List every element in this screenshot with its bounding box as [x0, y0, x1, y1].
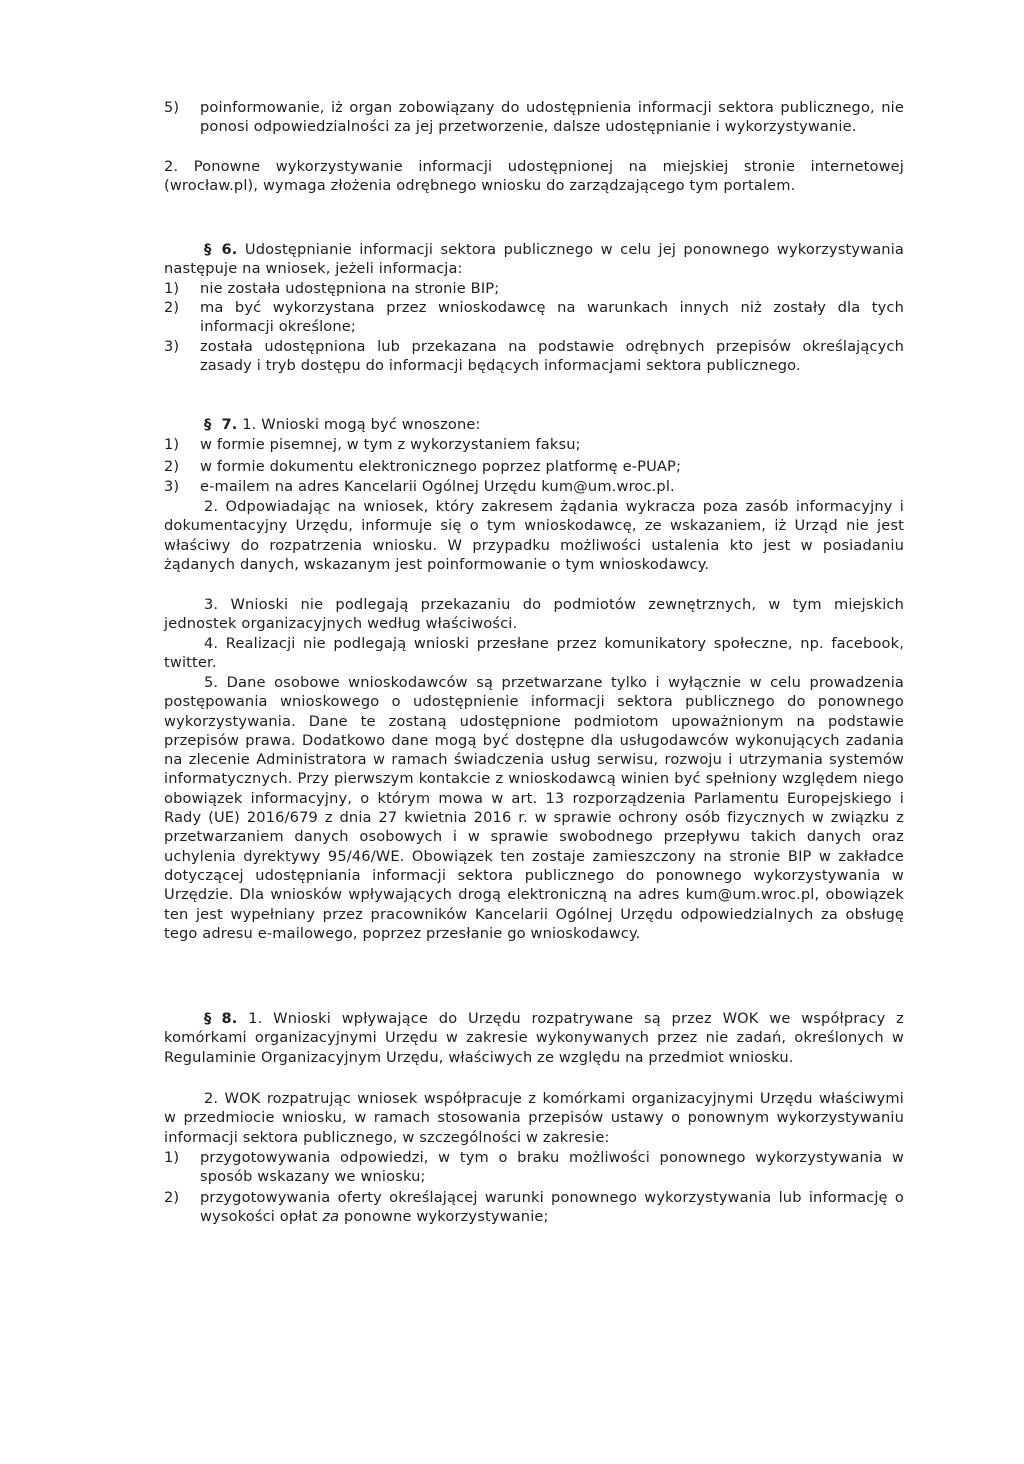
list-item [164, 457, 904, 476]
item-number: 1) [164, 436, 180, 453]
item-number: 2) [164, 299, 180, 316]
item-number: 3) [164, 478, 180, 495]
paragraph: 3. Wnioski nie podlegają przekazaniu do podmiotów zewnętrznych, w tym miejskich jednostek organizacyjnych według właściwości. [164, 596, 904, 633]
list-item [164, 298, 904, 337]
list-item [164, 98, 904, 137]
item-number: 3) [164, 338, 180, 355]
section-number: § 7. [204, 416, 238, 433]
section-point-1: 1. Wnioski mogą być wnoszone: [242, 416, 481, 433]
item-text: przygotowywania odpowiedzi, w tym o braku możliwości ponownego wykorzystywania w sposób wskazany we wniosku; [200, 1149, 904, 1186]
paragraph: 2. Odpowiadając na wniosek, który zakresem żądania wykracza poza zasób informacyjny i dokumentacyjny Urzędu, informuje się o tym wnioskodawcę, ze wskazaniem, iż Urząd nie jest właściwy do rozpatrzenia wniosku. W przypadku możliwości ustalenia kto jest w posiadaniu żądanych danych, wskazanym jest poinformowanie o tym wnioskodawcy. [164, 498, 904, 573]
item-text: ma być wykorzystana przez wnioskodawcę na warunkach innych niż zostały dla tych informacji określone; [200, 299, 904, 336]
paragraph: 2. WOK rozpatrując wniosek współpracuje z komórkami organizacyjnymi Urzędu właściwymi w przedmiocie wniosku, w ramach stosowania przepisów ustawy o ponownym wykorzystywaniu informacji sektora publicznego, w szczególności w zakresie: [164, 1090, 904, 1146]
section-number: § 6. [204, 241, 238, 258]
list-item [164, 1188, 904, 1227]
item-text: nie została udostępniona na stronie BIP; [200, 280, 500, 297]
section-intro-text: Udostępnianie informacji sektora publicznego w celu jej ponownego wykorzystywania następuje na wniosek, jeżeli informacja: [164, 241, 904, 278]
list-item [164, 435, 904, 454]
paragraph: 2. Ponowne wykorzystywanie informacji udostępnionej na miejskiej stronie internetowej (wrocław.pl), wymaga złożenia odrębnego wniosku do zarządzającego tym portalem. [164, 158, 904, 195]
item-text: w formie dokumentu elektronicznego poprzez platformę e-PUAP; [200, 458, 682, 475]
section-6-intro [164, 240, 904, 279]
item-text: poinformowanie, iż organ zobowiązany do udostępnienia informacji sektora publicznego, nie ponosi odpowiedzialności za jej przetworzenie, dalsze udostępnianie i wykorzystywanie. [200, 99, 904, 136]
item-number: 2) [164, 458, 180, 475]
item-text: w formie pisemnej, w tym z wykorzystaniem faksu; [200, 436, 581, 453]
list-item [164, 279, 904, 298]
list-item [164, 337, 904, 376]
list-item [164, 1148, 904, 1187]
list-item [164, 477, 904, 496]
section-number: § 8. [204, 1010, 238, 1027]
paragraph: 5. Dane osobowe wnioskodawców są przetwarzane tylko i wyłącznie w celu prowadzenia postępowania wnioskowego o udostępnienie informacji sektora publicznego do ponownego wykorzystywania. Dane te zostaną udostępnione podmiotom upoważnionym na podstawie przepisów prawa. Dodatkowo dane mogą być dostępne dla usługodawców wykonujących zadania na zlecenie Administratora w ramach świadczenia usług serwisu, rozwoju i utrzymania systemów informatycznych. Przy pierwszym kontakcie z wnioskodawcą winien być spełniony względem niego obowiązek informacyjny, o którym mowa w art. 13 rozporządzenia Parlamentu Europejskiego i Rady (UE) 2016/679 z dnia 27 kwietnia 2016 r. w sprawie ochrony osób fizycznych w związku z przetwarzaniem danych osobowych i w sprawie swobodnego przepływu takich danych oraz uchylenia dyrektywy 95/46/WE. Obowiązek ten zostaje zamieszczony na stronie BIP w zakładce dotyczącej udostępniania informacji sektora publicznego do ponownego wykorzystywania w Urzędzie. Dla wniosków wpływających drogą elektroniczną na adres kum@um.wroc.pl, obowiązek ten jest wypełniany przez pracowników Kancelarii Ogólnej Urzędu odpowiedzialnych za obsługę tego adresu e-mailowego, poprzez przesłanie go wnioskodawcy. [164, 674, 904, 942]
section-point-1: 1. Wnioski wpływające do Urzędu rozpatrywane są przez WOK we współpracy z komórkami organizacyjnymi Urzędu w zakresie wykonywanych przez nie zadań, określonych w Regulaminie Organizacyjnym Urzędu, właściwych ze względu na przedmiot wniosku. [164, 1010, 904, 1066]
item-text: e-mailem na adres Kancelarii Ogólnej Urzędu kum@um.wroc.pl. [200, 478, 675, 495]
item-text: przygotowywania oferty określającej warunki ponownego wykorzystywania lub informację o wysokości opłat za ponowne wykorzystywanie; [200, 1189, 904, 1226]
section-8-intro [164, 1009, 904, 1067]
item-number: 1) [164, 1149, 180, 1166]
item-number: 1) [164, 280, 180, 297]
section-7-intro [164, 415, 904, 434]
item-number: 5) [164, 99, 180, 116]
item-text: została udostępniona lub przekazana na podstawie odrębnych przepisów określających zasady i tryb dostępu do informacji będących informacjami sektora publicznego. [200, 338, 904, 375]
paragraph: 4. Realizacji nie podlegają wnioski przesłane przez komunikatory społeczne, np. facebook, twitter. [164, 635, 904, 672]
item-number: 2) [164, 1189, 180, 1206]
